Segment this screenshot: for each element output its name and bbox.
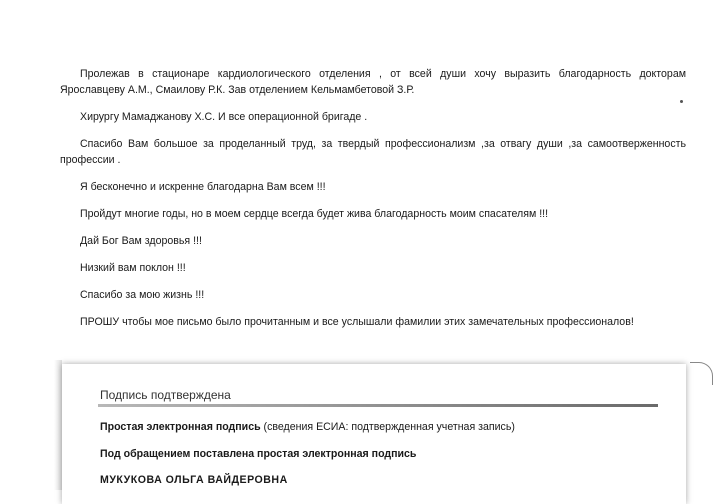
- letter-paragraph: Спасибо за мою жизнь !!!: [80, 289, 205, 301]
- signature-divider: [98, 404, 658, 407]
- letter-paragraph: Низкий вам поклон !!!: [80, 262, 186, 274]
- signature-type-line: [100, 421, 515, 433]
- signature-header: Подпись подтверждена: [100, 388, 231, 402]
- letter-paragraph: Дай Бог Вам здоровья !!!: [80, 235, 202, 247]
- signer-name: МУКУКОВА ОЛЬГА ВАЙДЕРОВНА: [100, 474, 288, 486]
- signature-statement: Под обращением поставлена простая электронная подпись: [100, 448, 417, 460]
- letter-body: [60, 66, 686, 341]
- scan-speck: [680, 100, 683, 103]
- letter-paragraph: ПРОШУ чтобы мое письмо было прочитанным и все услышали фамилии этих замечательных профессионалов!: [80, 316, 634, 328]
- signature-shadow: [54, 360, 62, 490]
- signature-type-details: (сведения ЕСИА: подтвержденная учетная запись): [260, 421, 515, 433]
- letter-paragraph: Спасибо Вам большое за проделанный труд, за твердый профессионализм ,за отвагу души ,за самоотверженность профессии .: [60, 138, 686, 166]
- letter-paragraph: Пройдут многие годы, но в моем сердце всегда будет жива благодарность моим спасателям !!!: [80, 208, 549, 220]
- letter-paragraph: Хирургу Мамаджанову Х.С. И все операционной бригаде .: [80, 111, 368, 123]
- page-corner-arc: [690, 362, 713, 385]
- signature-type-label: Простая электронная подпись: [100, 421, 261, 433]
- letter-paragraph: Я бесконечно и искренне благодарна Вам всем !!!: [80, 181, 326, 193]
- letter-paragraph: Пролежав в стационаре кардиологического отделения , от всей души хочу выразить благодарность докторам Ярославцеву А.М., Смаилову Р.К. Зав отделением Кельмамбетовой З.Р.: [60, 68, 686, 96]
- signature-card: [62, 364, 686, 504]
